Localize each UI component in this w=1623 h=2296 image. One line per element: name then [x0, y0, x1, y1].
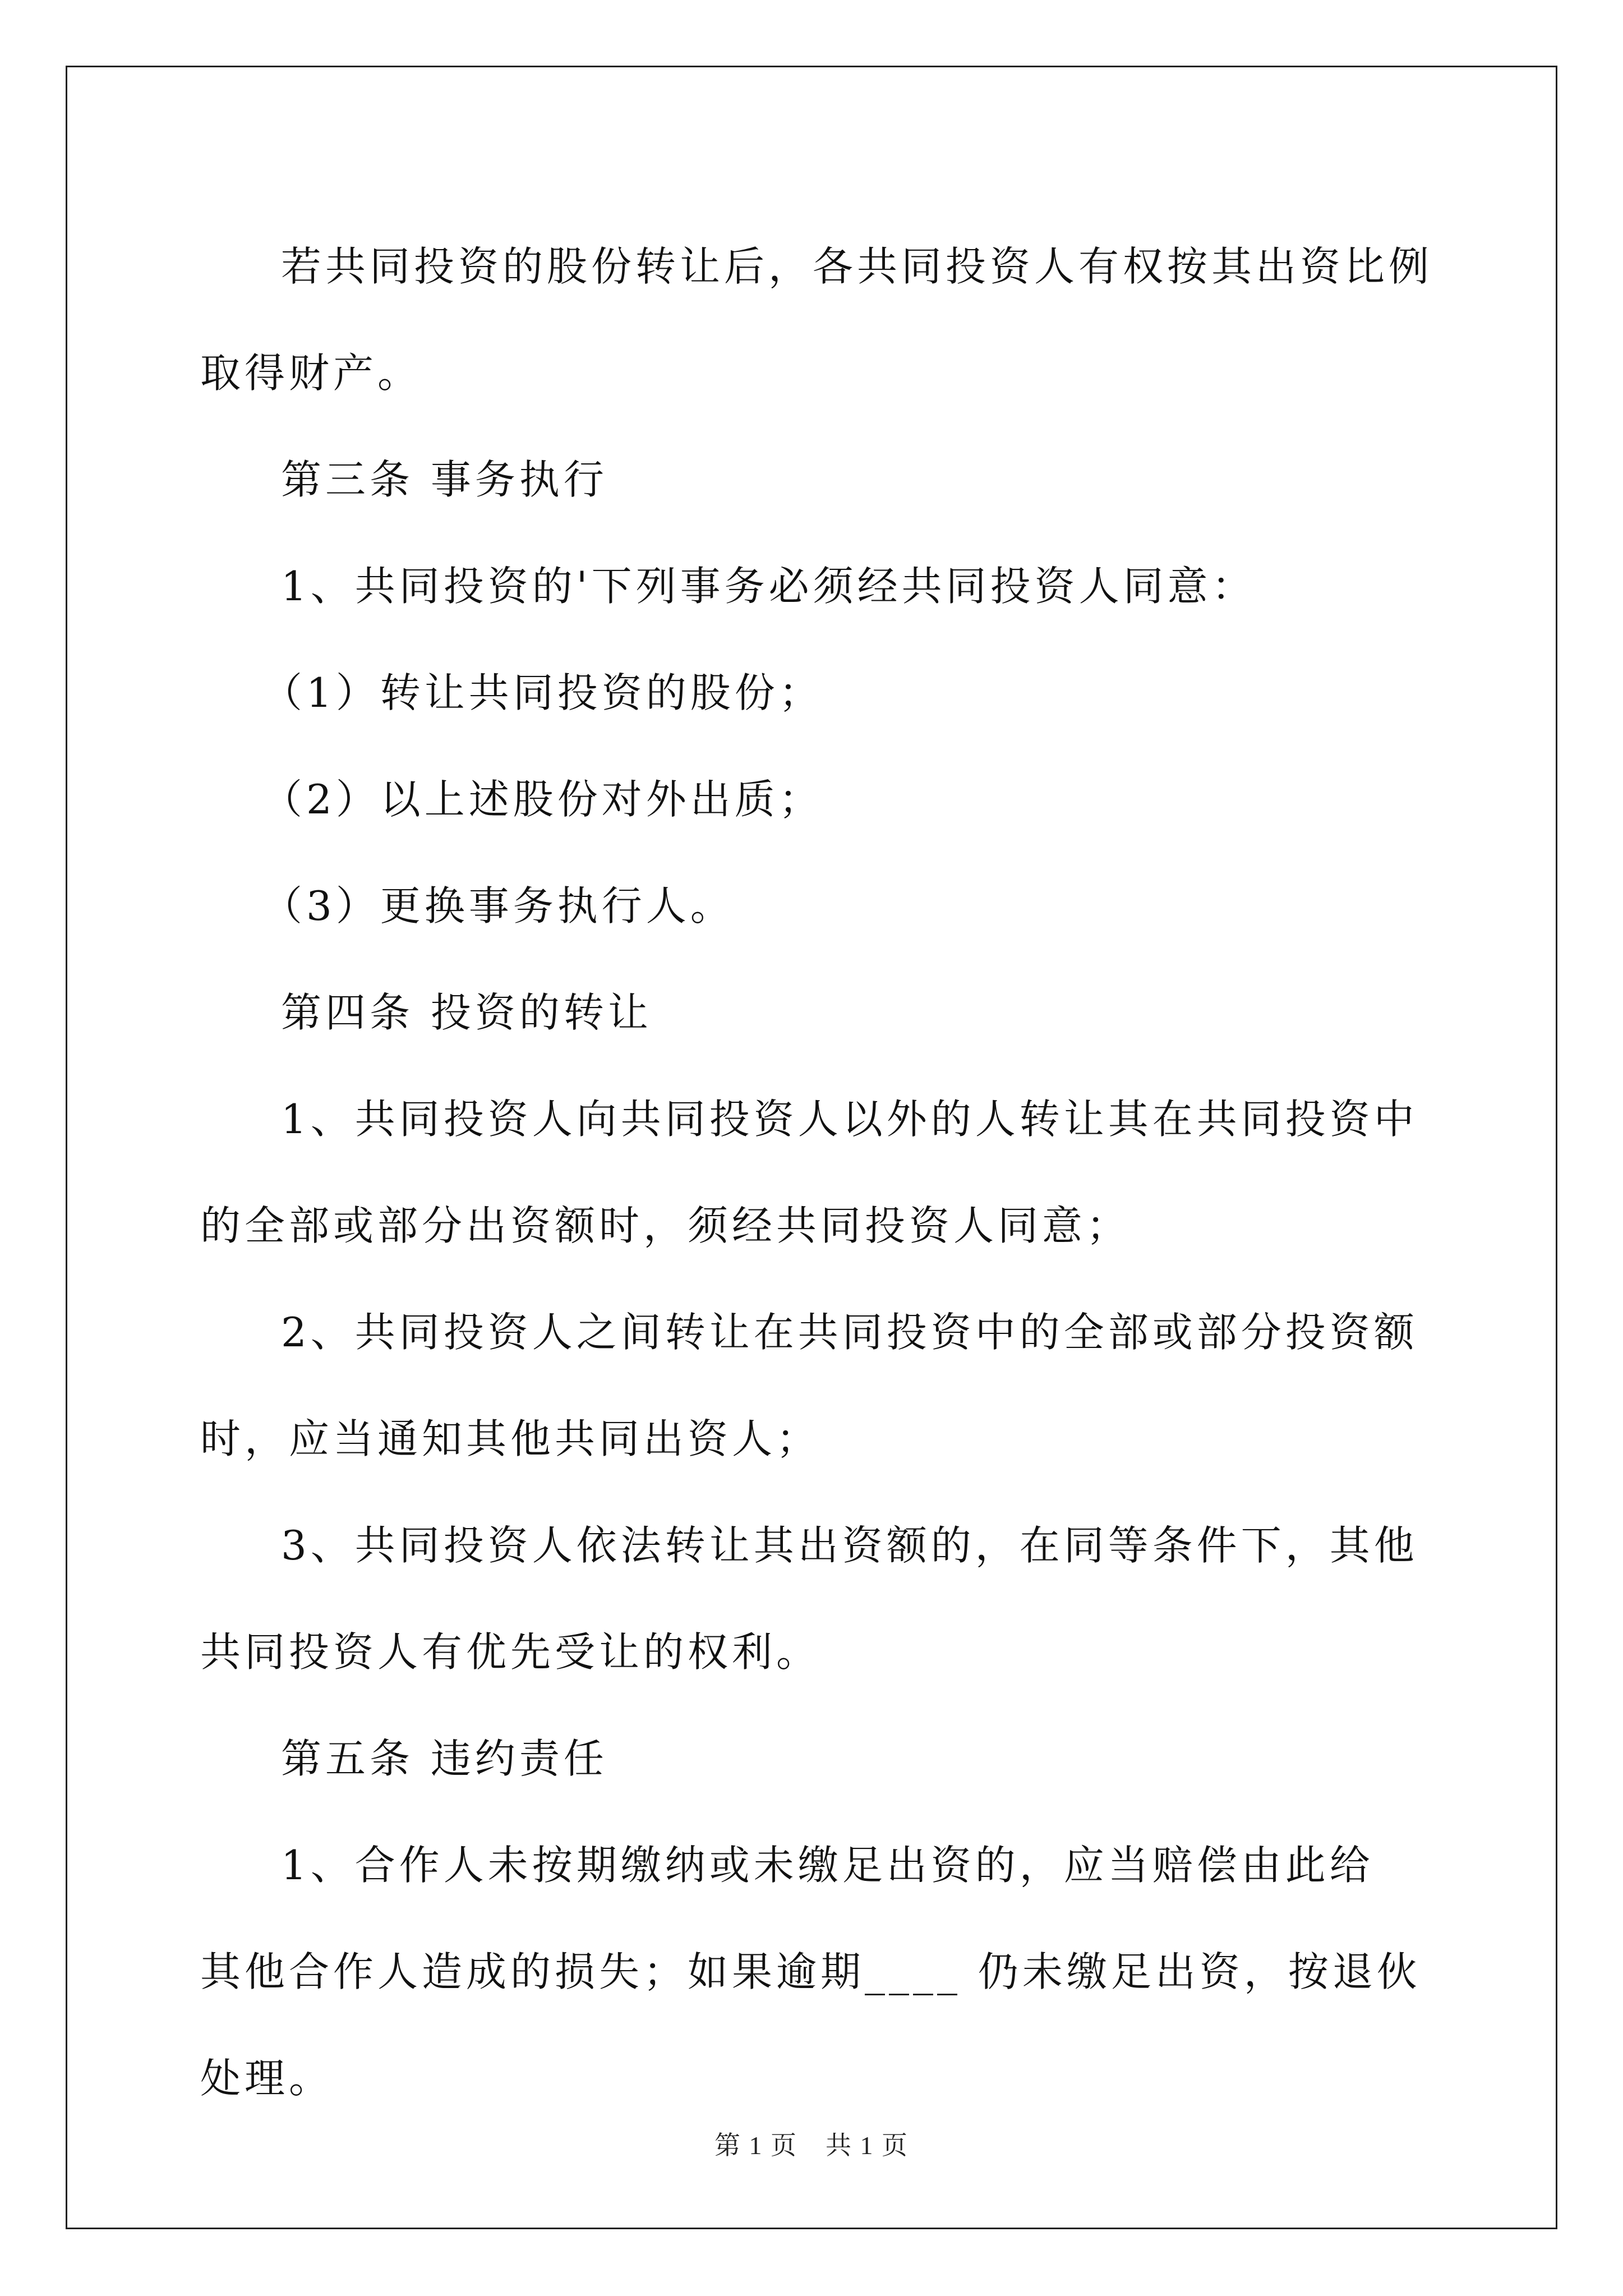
page-footer — [0, 2125, 1623, 2162]
paragraph-4-3: 3、共同投资人依法转让其出资额的，在同等条件下，其他共同投资人有优先受让的权利。 — [200, 1522, 1418, 1676]
page-number: 第 1 页 — [714, 2131, 797, 2160]
section-heading-5: 第五条 违约责任 — [281, 1735, 608, 1782]
paragraph-4-1: 1、共同投资人向共同投资人以外的人转让其在共同投资中的全部或部分出资额时，须经共同投资人同意； — [200, 1096, 1418, 1249]
paragraph-4-2: 2、共同投资人之间转让在共同投资中的全部或部分投资额时，应当通知其他共同出资人； — [200, 1309, 1418, 1462]
list-item-3: （3）更换事务执行人。 — [262, 882, 735, 930]
list-item-2: （2）以上述股份对外出质； — [262, 776, 823, 823]
list-item-1: （1）转让共同投资的股份； — [262, 669, 823, 716]
paragraph-3-1: 1、共同投资的'下列事务必须经共同投资人同意： — [281, 563, 1256, 610]
document-body — [200, 213, 1434, 2132]
section-heading-4: 第四条 投资的转让 — [281, 989, 652, 1036]
page-total: 共 1 页 — [826, 2131, 909, 2160]
paragraph-1: 若共同投资的股份转让后，各共同投资人有权按其出资比例取得财产。 — [200, 243, 1433, 397]
paragraph-5-1: 1、合作人未按期缴纳或未缴足出资的，应当赔偿由此给 其他合作人造成的损失；如果逾期____ 仍未缴足出资，按退伙处理。 — [200, 1842, 1421, 2102]
section-heading-3: 第三条 事务执行 — [281, 456, 608, 503]
